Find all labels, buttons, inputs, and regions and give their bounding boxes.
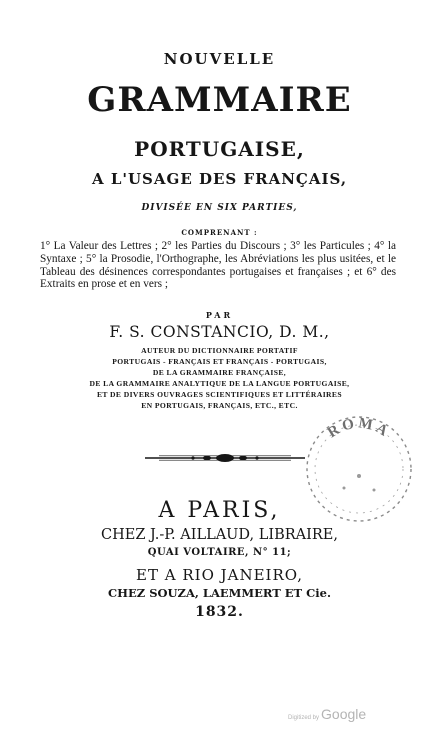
- comprenant-line: COMPRENANT :: [181, 228, 258, 237]
- author-name: F. S. CONSTANCIO, D. M.,: [109, 323, 330, 341]
- address-line: QUAI VOLTAIRE, N° 11;: [147, 547, 292, 558]
- title-portugaise: PORTUGAISE,: [134, 137, 305, 161]
- decorative-rule-icon: [145, 452, 305, 464]
- author-work-line: DE LA GRAMMAIRE ANALYTIQUE DE LA LANGUE PORTUGAISE,: [89, 379, 350, 388]
- author-work-line: PORTUGAIS - FRANÇAIS ET FRANÇAIS - PORTUGAIS,: [112, 357, 327, 366]
- title-nouvelle: NOUVELLE: [163, 50, 276, 68]
- division-line: DIVISÉE EN SIX PARTIES,: [141, 203, 298, 213]
- second-publisher-line: CHEZ SOUZA, LAEMMERT ET Cie.: [108, 586, 331, 600]
- digitized-watermark: [288, 706, 366, 724]
- watermark-small-text: Digitized by: [288, 715, 320, 721]
- second-city-line: ET A RIO JANEIRO,: [136, 566, 303, 584]
- watermark-google-text: Google: [321, 706, 367, 722]
- publication-year: 1832.: [195, 604, 244, 620]
- author-work-line: ET DE DIVERS OUVRAGES SCIENTIFIQUES ET LITTÉRAIRES: [96, 390, 343, 399]
- title-usage: A L'USAGE DES FRANÇAIS,: [91, 170, 348, 188]
- author-work-line: EN PORTUGAIS, FRANÇAIS, ETC., ETC.: [141, 401, 298, 410]
- author-work-line: DE LA GRAMMAIRE FRANÇAISE,: [152, 368, 287, 377]
- publisher-line: CHEZ J.-P. AILLAUD, LIBRAIRE,: [101, 527, 338, 543]
- publication-city: A PARIS,: [158, 498, 281, 523]
- author-work-line: AUTEUR DU DICTIONNAIRE PORTATIF: [141, 346, 298, 355]
- title-grammaire: GRAMMAIRE: [87, 80, 352, 120]
- stamp-text: ROMA: [325, 415, 393, 442]
- par-line: PAR: [205, 310, 234, 320]
- contents-paragraph: 1° La Valeur des Lettres ; 2° les Parties du Discours ; 3° les Particules ; 4° la Syntaxe ; 5° la Prosodie, l'Orthographe, les Abréviations les plus usitées, et le Tableau des désinences correspondantes portugaises et françaises ; et 6° des Extraits en prose et en vers ;: [40, 240, 396, 291]
- library-stamp-icon: [300, 410, 418, 528]
